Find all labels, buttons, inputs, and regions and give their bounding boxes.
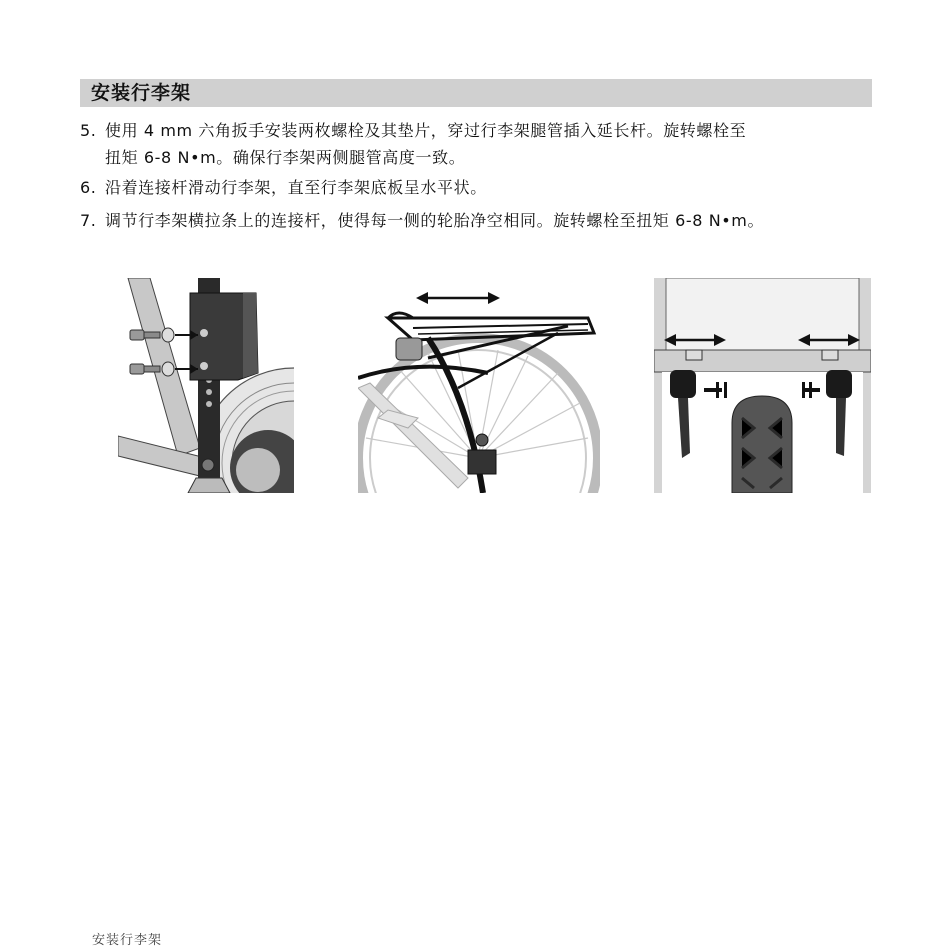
- step-5: [80, 117, 880, 171]
- rack-slide-illustration: [358, 278, 600, 493]
- step-text: 调节行李架横拉条上的连接杆，使得每一侧的轮胎净空相同。旋转螺栓至扭矩 6-8 N•m。: [105, 211, 765, 230]
- section-title: 安装行李架: [91, 82, 192, 104]
- step-number: 6.: [80, 178, 97, 197]
- bolt-install-illustration: [118, 278, 294, 493]
- step-number: 7.: [80, 211, 97, 230]
- tire-clearance-illustration: [654, 278, 871, 493]
- page-footer: 安装行李架: [92, 933, 163, 948]
- section-header: [80, 79, 872, 107]
- step-6: [80, 174, 487, 201]
- step-text: 使用 4 mm 六角扳手安装两枚螺栓及其垫片，穿过行李架腿管插入延长杆。旋转螺栓至: [105, 121, 747, 140]
- step-text-continued: 扭矩 6-8 N•m。确保行李架两侧腿管高度一致。: [105, 148, 466, 167]
- step-number: 5.: [80, 121, 97, 140]
- step-7: [80, 207, 895, 234]
- step-text: 沿着连接杆滑动行李架，直至行李架底板呈水平状。: [105, 178, 487, 197]
